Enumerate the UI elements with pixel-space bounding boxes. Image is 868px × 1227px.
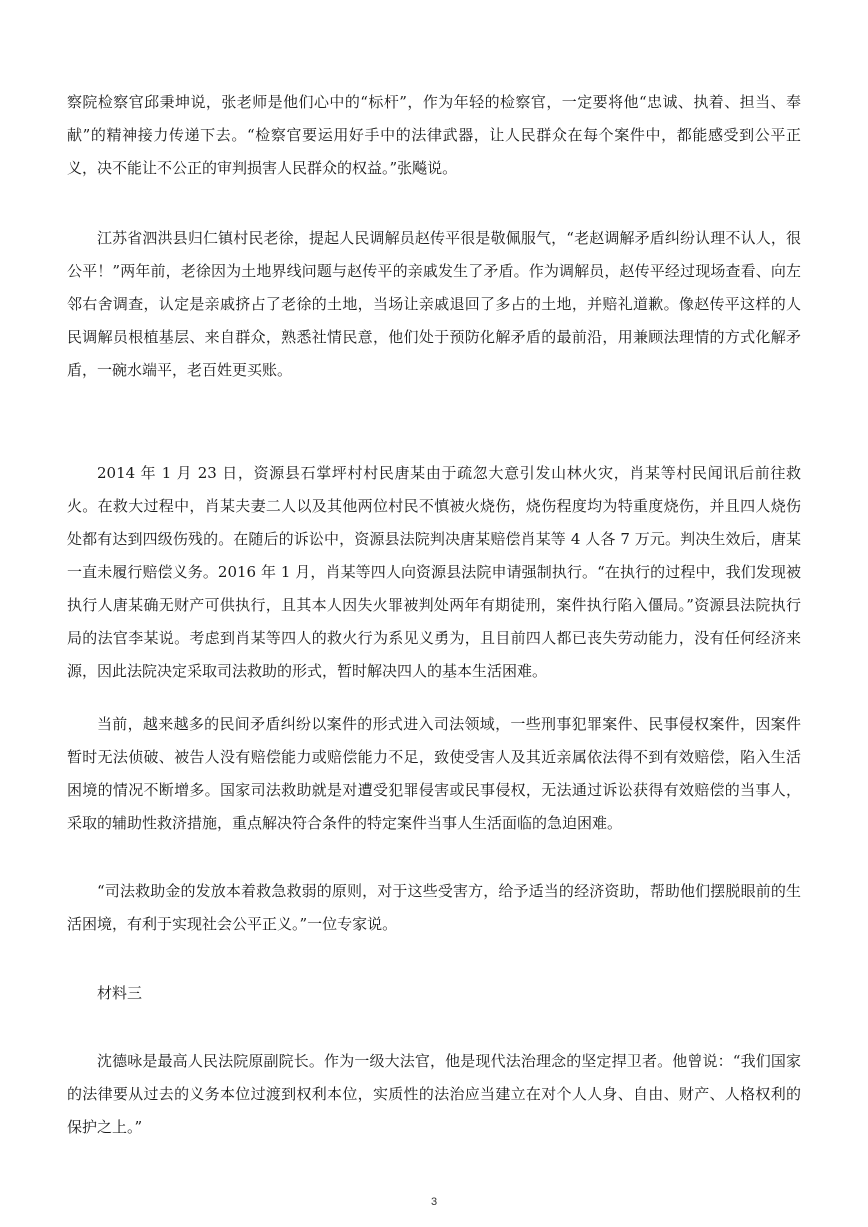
- section-heading-material-3: 材料三: [97, 984, 143, 1002]
- paragraph-4: 当前，越来越多的民间矛盾纠纷以案件的形式进入司法领域，一些刑事犯罪案件、民事侵权案件，因案件暂时无法侦破、被告人没有赔偿能力或赔偿能力不足，致使受害人及其近亲属依法得不到有效赔偿，陷入生活困境的情况不断增多。国家司法救助就是对遭受犯罪侵害或民事侵权，无法通过诉讼获得有效赔偿的当事人，采取的辅助性救济措施，重点解决符合条件的特定案件当事人生活面临的急迫困难。: [67, 715, 801, 832]
- paragraph-2: 江苏省泗洪县归仁镇村民老徐，提起人民调解员赵传平很是敬佩服气，“老赵调解矛盾纠纷认理不认人，很公平！”两年前，老徐因为土地界线问题与赵传平的亲戚发生了矛盾。作为调解员，赵传平经过现场查看、向左邻右舍调查，认定是亲戚挤占了老徐的土地，当场让亲戚退回了多占的土地，并赔礼道歉。像赵传平这样的人民调解员根植基层、来自群众，熟悉社情民意，他们处于预防化解矛盾的最前沿，用兼顾法理情的方式化解矛盾，一碗水端平，老百姓更买账。: [67, 229, 801, 379]
- paragraph-1: 察院检察官邱秉坤说，张老师是他们心中的“标杆”，作为年轻的检察官，一定要将他“忠诚、执着、担当、奉献”的精神接力传递下去。“检察官要运用好手中的法律武器，让人民群众在每个案件中，都能感受到公平正义，决不能让不公正的审判损害人民群众的权益。”张飚说。: [67, 93, 801, 177]
- paragraph-6: 沈德咏是最高人民法院原副院长。作为一级大法官，他是现代法治理念的坚定捍卫者。他曾说：“我们国家的法律要从过去的义务本位过渡到权利本位，实质性的法治应当建立在对个人人身、自由、财产、人格权利的保护之上。”: [67, 1052, 801, 1136]
- paragraph-3: 2014 年 1 月 23 日，资源县石掌坪村村民唐某由于疏忽大意引发山林火灾，肖某等村民闻讯后前往救火。在救大过程中，肖某夫妻二人以及其他两位村民不慎被火烧伤，烧伤程度均为特重度烧伤，并且四人烧伤处都有达到四级伤残的。在随后的诉讼中，资源县法院判决唐某赔偿肖某等 4 人各 7 万元。判决生效后，唐某一直未履行赔偿义务。2016 年 1 月，肖某等四人向资源县法院申请强制执行。“在执行的过程中，我们发现被执行人唐某确无财产可供执行，且其本人因失火罪被判处两年有期徒刑，案件执行陷入僵局。”资源县法院执行局的法官李某说。考虑到肖某等四人的救火行为系见义勇为，且目前四人都已丧失劳动能力，没有任何经济来源，因此法院决定采取司法救助的形式，暂时解决四人的基本生活困难。: [67, 464, 801, 680]
- page-number: 3: [430, 1196, 438, 1208]
- paragraph-5: “司法救助金的发放本着救急救弱的原则，对于这些受害方，给予适当的经济资助，帮助他们摆脱眼前的生活困境，有利于实现社会公平正义。”一位专家说。: [67, 882, 801, 933]
